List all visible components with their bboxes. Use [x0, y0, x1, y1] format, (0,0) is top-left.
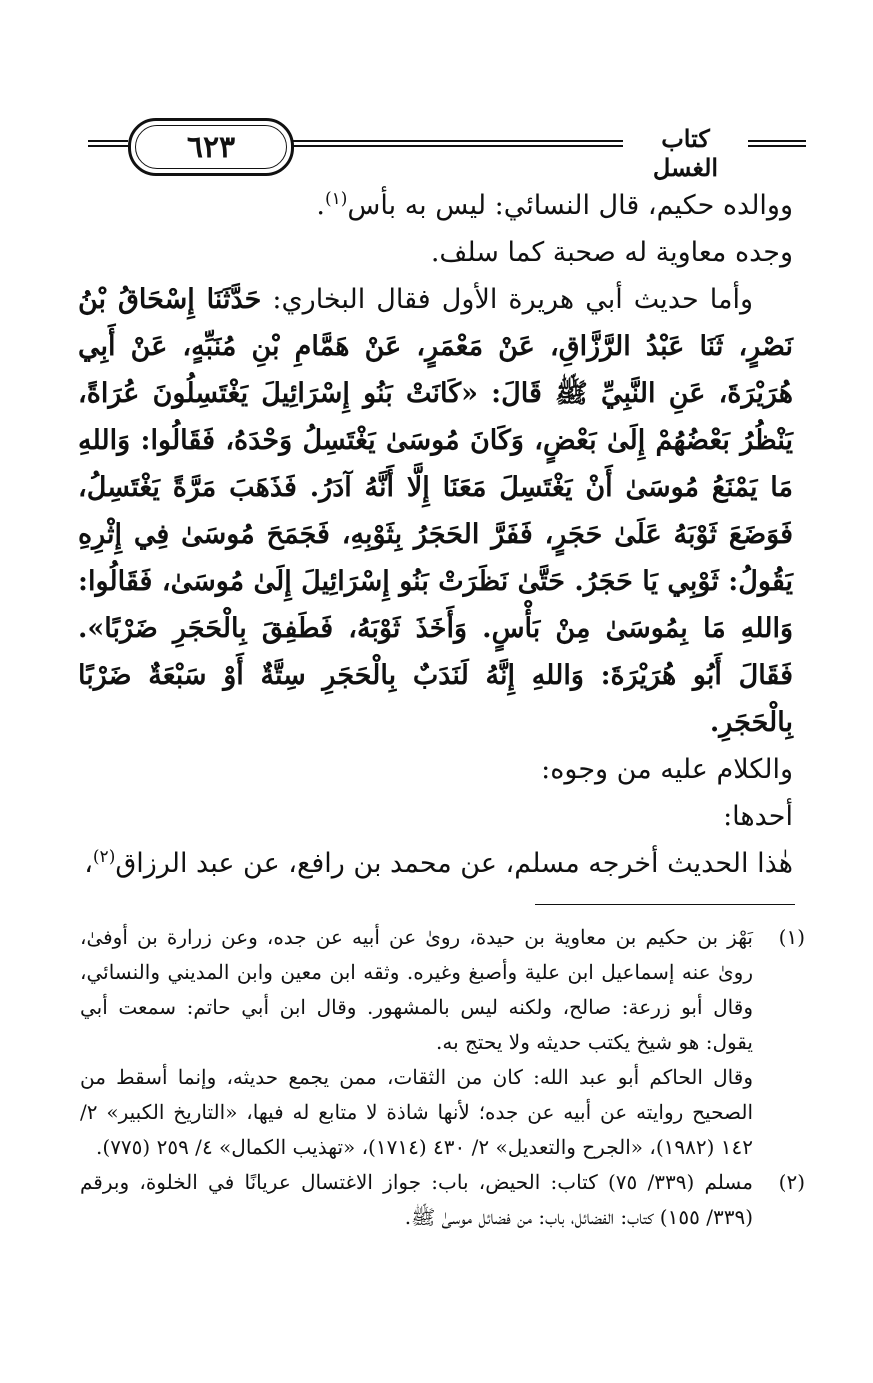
- page-number: ٦٢٣: [186, 129, 236, 165]
- footnote-1-number: (١): [778, 925, 805, 949]
- footnote-2: [80, 1165, 805, 1235]
- footnotes: [80, 920, 805, 1235]
- hadith-intro: وأما حديث أبي هريرة الأول فقال البخاري:: [272, 284, 753, 315]
- page-number-frame: [128, 118, 294, 176]
- paragraph-first-point-heading: أحدها:: [723, 801, 793, 832]
- footnote-separator: [535, 904, 795, 905]
- running-header: [88, 118, 806, 182]
- paragraph-grandfather: وجده معاوية له صحبة كما سلف.: [430, 237, 793, 268]
- footnote-2-number: (٢): [778, 1170, 805, 1194]
- footnote-1: [80, 920, 805, 1060]
- header-rule-left: [88, 140, 128, 147]
- footnote-ref-2: (٢): [92, 847, 116, 867]
- main-text: [78, 182, 793, 887]
- header-rule-middle: [293, 140, 623, 147]
- paragraph-narrator-father: ووالده حكيم، قال النسائي: ليس به بأس$^{(١)}$.: [316, 189, 793, 221]
- header-rule-right: [748, 140, 806, 147]
- paragraph-hadith: [78, 276, 793, 746]
- hadith-text: حَدَّثَنَا إِسْحَاقُ بْنُ نَصْرٍ، ثَنَا عَبْدُ الرَّزَّاقِ، عَنْ مَعْمَرٍ، عَنْ هَمَّامِ بْنِ مُنَبِّهٍ، عَنْ أَبِي هُرَيْرَةَ، عَنِ النَّبِيِّ ﷺ قَالَ: «كَانَتْ بَنُو إِسْرَائِيلَ يَغْتَسِلُونَ عُرَاةً، يَنْظُرُ بَعْضُهُمْ إِلَىٰ بَعْضٍ، وَكَانَ مُوسَىٰ يَغْتَسِلُ وَحْدَهُ، فَقَالُوا: وَاللهِ مَا يَمْنَعُ مُوسَىٰ أَنْ يَغْتَسِلَ مَعَنَا إِلَّا أَنَّهُ آدَرُ. فَذَهَبَ مَرَّةً يَغْتَسِلُ، فَوَضَعَ ثَوْبَهُ عَلَىٰ حَجَرٍ، فَفَرَّ الحَجَرُ بِثَوْبِهِ، فَجَمَحَ مُوسَىٰ فِي إِثْرِهِ يَقُولُ: ثَوْبِي يَا حَجَرُ. حَتَّىٰ نَظَرَتْ بَنُو إِسْرَائِيلَ إِلَىٰ مُوسَىٰ، فَقَالُوا: وَاللهِ مَا بِمُوسَىٰ مِنْ بَأْسٍ. وَأَخَذَ ثَوْبَهُ، فَطَفِقَ بِالْحَجَرِ ضَرْبًا». فَقَالَ أَبُو هُرَيْرَةَ: وَاللهِ إِنَّهُ لَنَدَبٌ بِالْحَجَرِ سِتَّةٌ أَوْ سَبْعَةٌ ضَرْبًا بِالْحَجَرِ.: [78, 284, 793, 738]
- footnote-1-continuation: وقال الحاكم أبو عبد الله: كان من الثقات، ممن يجمع حديثه، وإنما أسقط من الصحيح روايته عن أبيه عن جده؛ لأنها شاذة لا متابع له فيها، «التاريخ الكبير» ٢/ ١٤٢ (١٩٨٢)، «الجرح والتعديل» ٢/ ٤٣٠ (١٧١٤)، «تهذيب الكمال» ٤/ ٢٥٩ (٧٧٥).: [80, 1065, 753, 1159]
- footnote-1-text: بَهْز بن حكيم بن معاوية بن حيدة، روىٰ عن أبيه عن جده، وعن زرارة بن أوفىٰ، روىٰ عنه إسماعيل ابن علية وأصبغ وغيره. وثقه ابن معين وابن المديني والنسائي، وقال أبو زرعة: صالح، ولكنه ليس بالمشهور. وقال ابن أبي حاتم: سمعت أبي يقول: هو شيخ يكتب حديثه ولا يحتج به.: [80, 925, 753, 1054]
- paragraph-first-point: هٰذا الحديث أخرجه مسلم، عن محمد بن رافع، عن عبد الرزاق$^{(٢)}$،: [84, 847, 793, 879]
- footnote-ref-1: (١): [324, 189, 348, 209]
- footnote-2-text: مسلم (٣٣٩/ ٧٥) كتاب: الحيض، باب: جواز الاغتسال عريانًا في الخلوة، وبرقم (٣٣٩/ ١٥٥) كتاب: الفضائل، باب: من فضائل موسىٰ ﷺ.: [80, 1170, 753, 1229]
- paragraph-discussion-heading: والكلام عليه من وجوه:: [541, 754, 793, 785]
- book-title: كتاب الغسل: [652, 124, 719, 182]
